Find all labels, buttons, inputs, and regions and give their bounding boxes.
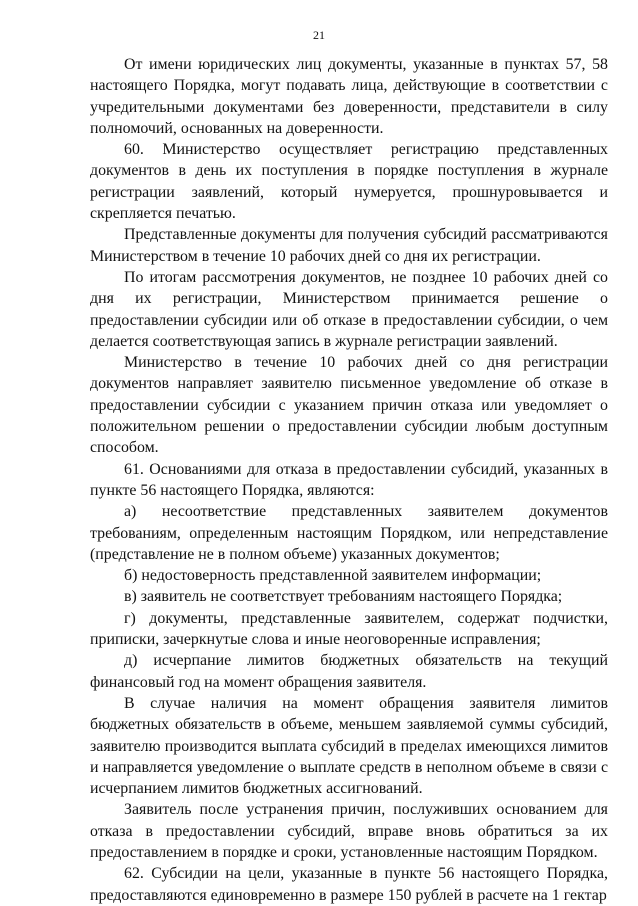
paragraph-61-grounds-for-refusal: 61. Основаниями для отказа в предоставлении субсидий, указанных в пункте 56 настоящего Порядка, являются: [90,460,608,499]
list-item-a: а) несоответствие представленных заявителем документов требованиям, определенным настоящим Порядком, или непредставление (представление не в полном объеме) указанных документов; [90,503,608,563]
page-number: 21 [313,28,325,42]
paragraph-legal-entity-representatives: От имени юридических лиц документы, указанные в пунктах 57, 58 настоящего Порядка, могут подавать лица, действующие в соответствии с учредительными документами без доверенности, представители в силу полномочий, основанных на доверенности. [90,56,608,137]
list-item-b: б) недостоверность представленной заявителем информации; [124,567,542,585]
paragraph-60-registration: 60. Министерство осуществляет регистрацию представленных документов в день их поступления в порядке поступления в журнале регистрации заявлений, который нумеруется, прошнуровывается и скрепляется печатью. [90,141,608,223]
paragraph-notification: Министерство в течение 10 рабочих дней со дня регистрации документов направляет заявителю письменное уведомление об отказе в предоставлении субсидии с указанием причин отказа или уведомляет о положительном решении о предоставлении субсидии любым доступным способом. [90,354,608,457]
paragraph-reapplication: Заявитель после устранения причин, послуживших основанием для отказа в предоставлении субсидий, вправе вновь обратиться за их предоставлением в порядке и сроки, установленные настоящим Порядком. [90,801,608,861]
paragraph-insufficient-limits: В случае наличия на момент обращения заявителя лимитов бюджетных обязательств в объеме, меньшем заявляемой суммы субсидий, заявителю производится выплата субсидий в пределах имеющихся лимитов и направляется уведомление о выплате средств в неполном объеме в связи с исчерпанием лимитов бюджетных ассигнований. [90,694,608,798]
list-item-d: д) исчерпание лимитов бюджетных обязательств на текущий финансовый год на момент обращения заявителя. [90,652,608,691]
document-body [90,54,608,906]
paragraph-62-subsidy-amount: 62. Субсидии на цели, указанные в пункте 56 настоящего Порядка, предоставляются единовременно в размере 150 рублей в расчете на 1 гектар [90,865,608,904]
list-item-g: г) документы, представленные заявителем, содержат подчистки, приписки, зачеркнутые слова и иные неоговоренные исправления; [90,609,608,649]
list-item-v: в) заявитель не соответствует требованиям настоящего Порядка; [124,588,563,606]
paragraph-decision: По итогам рассмотрения документов, не позднее 10 рабочих дней со дня их регистрации, Министерством принимается решение о предоставлении субсидии или об отказе в предоставлении субсидии, о чем делается соответствующая запись в журнале регистрации заявлений. [90,268,608,350]
paragraph-review-period: Представленные документы для получения субсидий рассматриваются Министерством в течение 10 рабочих дней со дня их регистрации. [90,226,608,265]
